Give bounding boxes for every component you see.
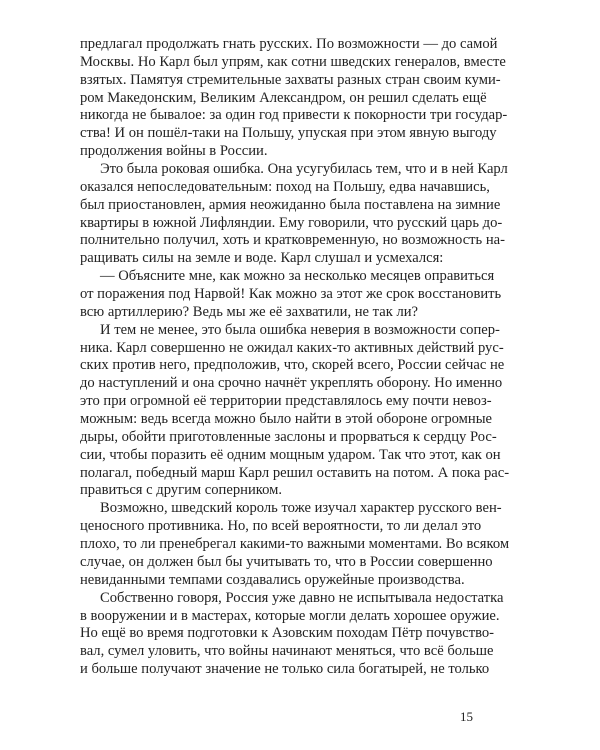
- paragraph: [80, 161, 508, 268]
- text-line: это при огромной её территории представлялось ему почти невоз-: [80, 393, 492, 410]
- text-line: до наступлений и она срочно начнёт укреплять оборону. Но именно: [80, 375, 503, 392]
- text-line: был приостановлен, армия неожиданно была поставлена на зимние: [80, 196, 501, 213]
- text-line: сии, чтобы поразить её одним мощным ударом. Так что этот, как он: [80, 446, 501, 463]
- text-line: Возможно, шведский король тоже изучал характер русского вен-: [100, 500, 502, 517]
- text-line: полагал, победный марш Карл решил оставить на потом. А пока рас-: [80, 464, 510, 481]
- text-line: можным: ведь всегда можно было найти в этой обороне огромные: [80, 411, 492, 428]
- text-line: ращивать силы на земле и воде. Карл слушал и усмехался:: [80, 250, 444, 267]
- text-line: плохо, то ли пренебрегал какими-то важными моментами. Во всяком: [80, 536, 510, 553]
- text-line: никогда не бывалое: за один год привести к покорности три государ-: [80, 107, 508, 124]
- text-line: Собственно говоря, Россия уже давно не испытывала недостатка: [100, 589, 504, 606]
- text-line: полнительно получил, хоть и кратковременную, но возможность на-: [80, 232, 506, 249]
- text-line: Но ещё во время подготовки к Азовским походам Пётр почувство-: [80, 625, 495, 642]
- text-line: ценосного противника. Но, по всей вероятности, то ли делал это: [80, 518, 482, 535]
- text-line: оказался непоследовательным: поход на Польшу, едва начавшись,: [80, 178, 490, 195]
- paragraph: [80, 321, 510, 501]
- text-line: — Объясните мне, как можно за несколько месяцев оправиться: [100, 268, 495, 285]
- page-number: 15: [460, 709, 473, 724]
- text-line: случае, он должен был бы учитывать то, что в России совершенно: [80, 553, 493, 570]
- text-line: взятых. Памятуя стремительные захваты разных стран своим куми-: [80, 71, 501, 88]
- text-line: Москвы. Но Карл был упрям, как сотни шведских генералов, вместе: [80, 53, 506, 70]
- text-line: от поражения под Нарвой! Как можно за этот же срок восстановить: [80, 286, 502, 303]
- text-line: ства! И он пошёл-таки на Польшу, упуская при этом явную выгоду: [80, 125, 497, 142]
- paragraph: [80, 500, 510, 589]
- paragraph: [80, 589, 504, 679]
- text-line: ром Македонским, Великим Александром, он решил сделать ещё: [80, 89, 487, 106]
- text-line: предлагал продолжать гнать русских. По возможности — до самой: [80, 36, 498, 52]
- text-line: дыры, обойти приготовленные заслоны и прорваться к сердцу Рос-: [80, 428, 497, 445]
- paragraph: [80, 268, 502, 322]
- text-line: невиданными темпами создавались оружейные производства.: [80, 571, 465, 588]
- text-line: продолжения войны в России.: [80, 143, 268, 160]
- text-line: ских против него, предположив, что, скорей всего, России сейчас не: [80, 357, 505, 374]
- text-line: в вооружении и в мастерах, которые могли делать хорошее оружие.: [80, 607, 500, 624]
- text-line: вал, сумел уловить, что войны начинают меняться, что всё больше: [80, 643, 494, 660]
- text-line: Это была роковая ошибка. Она усугубилась тем, что и в ней Карл: [100, 161, 508, 178]
- text-line: И тем не менее, это была ошибка неверия в возможности сопер-: [100, 321, 500, 338]
- text-line: квартиры в южной Лифляндии. Ему говорили, что русский царь до-: [80, 214, 503, 231]
- text-line: ника. Карл совершенно не ожидал каких-то активных действий рус-: [80, 339, 504, 356]
- text-line: и больше получают значение не только сила богатырей, не только: [80, 661, 490, 678]
- text-line: правиться с другим соперником.: [80, 482, 283, 499]
- paragraph: [80, 36, 508, 161]
- text-line: всю артиллерию? Ведь мы же её захватили, не так ли?: [80, 303, 419, 320]
- page-body-text: [80, 36, 510, 679]
